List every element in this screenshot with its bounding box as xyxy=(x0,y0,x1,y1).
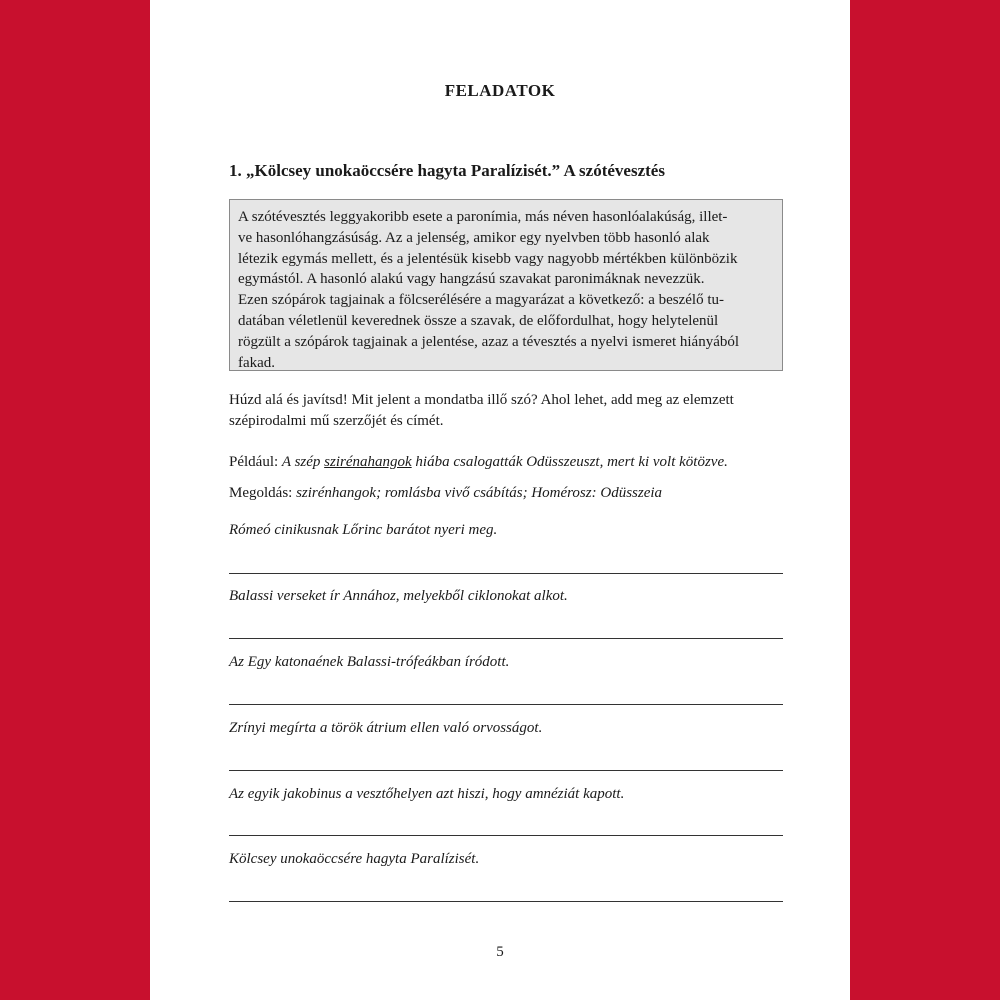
explanation-line: A szótévesztés leggyakoribb esete a paronímia, más néven hasonlóalakúság, illet- xyxy=(238,209,728,225)
task-item xyxy=(229,849,783,869)
instructions xyxy=(229,390,789,432)
example-underlined-word: szirénahangok xyxy=(324,454,412,470)
task-item xyxy=(229,520,783,540)
explanation-line: ve hasonlóhangzásúság. Az a jelenség, amikor egy nyelvben több hasonló alak xyxy=(238,229,710,246)
task-item xyxy=(229,652,783,672)
answer-line[interactable] xyxy=(229,638,783,639)
explanation-line: fakad. xyxy=(238,354,276,371)
instruction-line: szépirodalmi mű szerzőjét és címét. xyxy=(229,413,444,429)
answer-line[interactable] xyxy=(229,770,783,771)
example-label: Például: xyxy=(229,454,282,470)
task-sentence: Balassi verseket ír Annához, melyekből ciklonokat alkot. xyxy=(229,588,568,604)
explanation-line: rögzült a szópárok tagjainak a jelentése, azaz a tévesztés a nyelvi ismeret hiányából xyxy=(238,333,740,350)
explanation-line: datában véletlenül keverednek össze a szavak, de előfordulhat, hogy helytelenül xyxy=(238,312,719,329)
explanation-line: Ezen szópárok tagjainak a fölcserélésére a magyarázat a következő: a beszélő tu- xyxy=(238,292,724,309)
example-line xyxy=(229,452,728,472)
answer-line[interactable] xyxy=(229,835,783,836)
exercise-title: 1. „Kölcsey unokaöccsére hagyta Paralízisét.” A szótévesztés xyxy=(229,161,665,180)
task-sentence: Kölcsey unokaöccsére hagyta Paralízisét. xyxy=(229,851,480,867)
task-sentence: Zrínyi megírta a török átrium ellen való orvosságot. xyxy=(229,720,543,736)
explanation-line: létezik egymás mellett, és a jelentésük kisebb vagy nagyobb mértékben különbözik xyxy=(238,250,738,267)
task-item xyxy=(229,718,783,738)
task-sentence: Rómeó cinikusnak Lőrinc barátot nyeri meg. xyxy=(229,522,498,538)
book-page xyxy=(150,0,850,1000)
instruction-line: Húzd alá és javítsd! Mit jelent a mondatba illő szó? Ahol lehet, add meg az elemzett xyxy=(229,392,734,408)
task-item xyxy=(229,586,783,606)
task-item xyxy=(229,784,783,804)
explanation-box xyxy=(229,199,783,371)
answer-line[interactable] xyxy=(229,901,783,902)
example-text-before: A szép xyxy=(281,454,325,470)
answer-line[interactable] xyxy=(229,704,783,705)
task-sentence: Az Egy katonaének Balassi-trófeákban íródott. xyxy=(229,654,510,670)
solution-label: Megoldás: xyxy=(229,485,297,501)
answer-line[interactable] xyxy=(229,573,783,574)
page-number: 5 xyxy=(496,944,504,960)
example-text-after: hiába csalogatták Odüsszeuszt, mert ki volt kötözve. xyxy=(411,454,728,470)
explanation-line: egymástól. A hasonló alakú vagy hangzású szavakat paronimáknak nevezzük. xyxy=(238,271,705,288)
solution-line xyxy=(229,483,662,503)
solution-text: szirénhangok; romlásba vivő csábítás; Homérosz: Odüsszeia xyxy=(296,485,663,501)
task-sentence: Az egyik jakobinus a vesztőhelyen azt hiszi, hogy amnéziát kapott. xyxy=(229,786,625,802)
page-heading: FELADATOK xyxy=(444,81,556,100)
